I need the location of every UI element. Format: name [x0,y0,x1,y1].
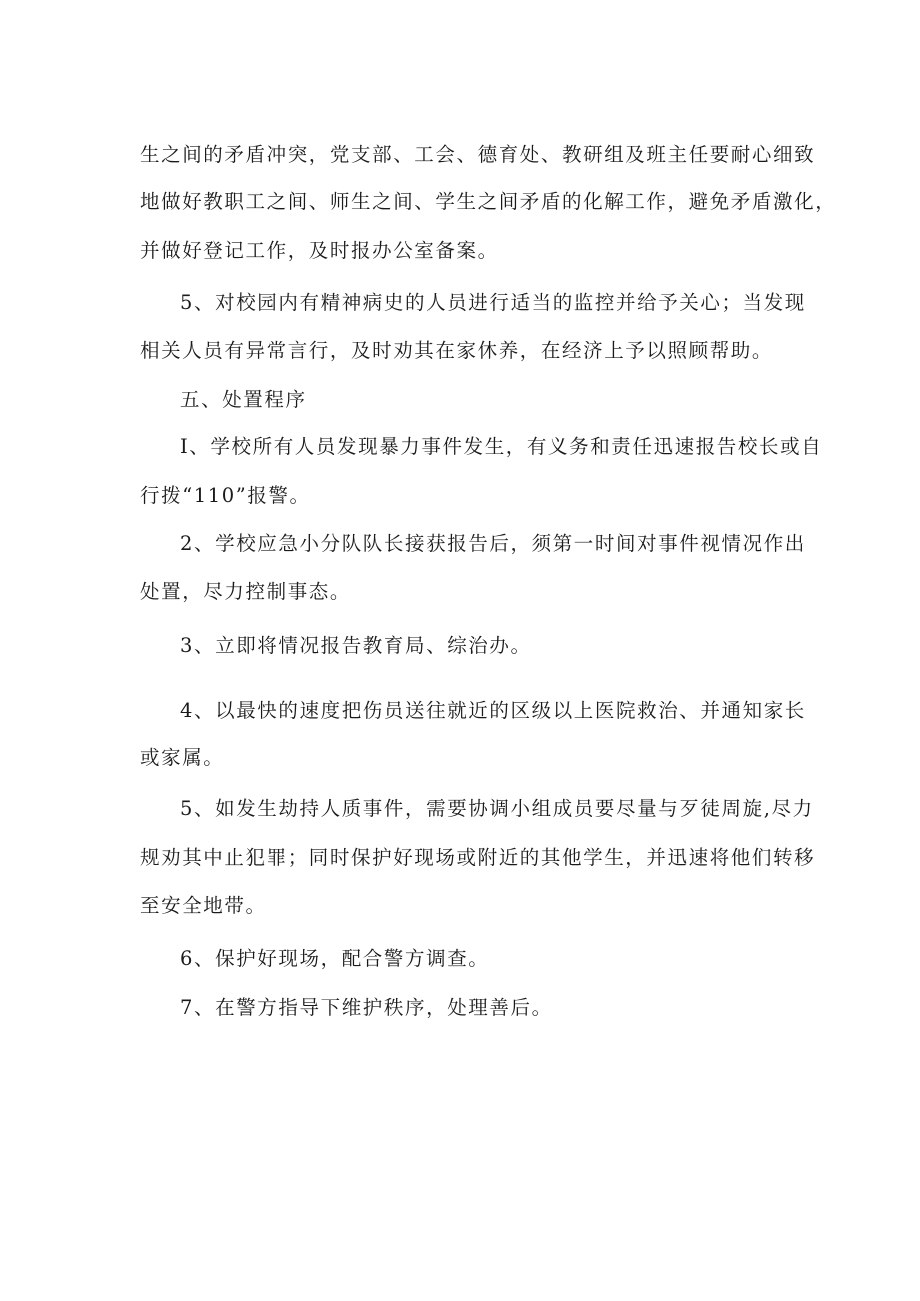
step-4: 4、以最快的速度把伤员送往就近的区级以上医院救治、并通知家长 [180,699,806,722]
text-line: 相关人员有异常言行，及时劝其在家休养，在经济上予以照顾帮助。 [140,339,774,362]
step-5: 5、如发生劫持人质事件，需要协调小组成员要尽量与歹徒周旋,尽力 [180,797,814,820]
text-line: 处置，尽力控制事态。 [140,580,352,603]
section-heading: 五、处置程序 [180,388,307,411]
step-2: 2、学校应急小分队队长接获报告后，须第一时间对事件视情况作出 [180,532,806,555]
text-line: 至安全地带。 [140,894,267,917]
text-line: 地做好教职工之间、师生之间、学生之间矛盾的化解工作，避免矛盾激化， [140,190,837,213]
text-line: 并做好登记工作，及时报办公室备案。 [140,239,499,262]
text-line: 生之间的矛盾冲突，党支部、工会、德育处、教研组及班主任要耐心细致 [140,143,816,166]
step-7: 7、在警方指导下维护秩序，处理善后。 [180,996,553,1019]
paragraph-5-monitoring: 5、对校园内有精神病史的人员进行适当的监控并给予关心；当发现 [180,291,806,314]
text-line: 行拨“110”报警。 [140,484,311,507]
step-1: I、学校所有人员发现暴力事件发生，有义务和责任迅速报告校长或自 [180,435,823,458]
step-3: 3、立即将情况报告教育局、综治办。 [180,634,532,657]
text-line: 或家属。 [140,746,225,769]
step-6: 6、保护好现场，配合警方调查。 [180,947,490,970]
text-line: 规劝其中止犯罪；同时保护好现场或附近的其他学生，并迅速将他们转移 [140,846,816,869]
